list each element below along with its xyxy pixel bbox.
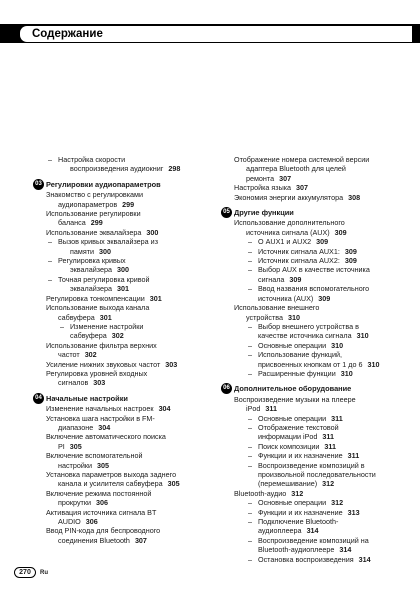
toc-entry[interactable] — [46, 313, 216, 322]
toc-entry[interactable] — [234, 423, 410, 432]
toc-entry-title: Функции и их назначение — [258, 507, 343, 517]
toc-entry[interactable] — [234, 350, 410, 359]
toc-entry[interactable] — [46, 155, 216, 164]
toc-entry-title: Включение вспомогательной — [46, 451, 143, 461]
toc-entry[interactable] — [46, 303, 216, 312]
toc-entry-title: частот — [58, 350, 80, 360]
toc-entry[interactable] — [234, 237, 410, 246]
toc-entry[interactable] — [46, 265, 216, 274]
toc-entry-page: 314 — [358, 554, 371, 564]
toc-entry-page: 301 — [116, 284, 129, 294]
section-number-badge: 04 — [33, 393, 44, 404]
toc-entry-title: Усиление нижних звуковых частот — [46, 359, 161, 369]
toc-entry[interactable] — [234, 432, 410, 441]
toc-entry-title: Ввод названия вспомогательного — [258, 284, 370, 294]
dash-marker: – — [248, 246, 252, 256]
toc-entry-page: 298 — [168, 164, 181, 174]
toc-entry-title: Настройка языка — [234, 183, 292, 193]
toc-entry[interactable] — [46, 442, 216, 451]
toc-entry-page: 309 — [344, 256, 357, 266]
toc-entry-page: 306 — [85, 517, 98, 527]
dash-marker: – — [248, 368, 252, 378]
toc-entry-page: 302 — [84, 350, 97, 360]
toc-entry-title: Регулировка тонкомпенсации — [46, 293, 145, 303]
page-number: 270 — [14, 567, 36, 578]
toc-entry-title: Вызов кривых эквалайзера из — [58, 237, 158, 247]
toc-entry-title: iPod — [246, 404, 261, 414]
toc-entry[interactable] — [46, 451, 216, 460]
toc-entry-title: Источник сигнала AUX1: — [258, 246, 340, 256]
toc-entry-title: качестве источника сигнала — [258, 331, 352, 341]
toc-entry-page: 306 — [96, 498, 108, 508]
toc-entry-page: 304 — [98, 422, 111, 432]
toc-entry-title: сигналов — [58, 378, 89, 388]
toc-entry-title: аудиопараметров — [58, 199, 118, 209]
toc-entry-title: сабвуфера — [58, 312, 95, 322]
toc-entry-title: Воспроизведение музыки на плеере — [234, 394, 356, 404]
toc-entry[interactable] — [234, 247, 410, 256]
toc-entry-page: 309 — [316, 237, 329, 247]
toc-entry-title: Bluetooth-аудиоплеере — [258, 545, 335, 555]
toc-entry[interactable] — [234, 517, 410, 526]
toc-entry[interactable] — [234, 341, 410, 350]
dash-marker: – — [248, 340, 252, 350]
toc-entry[interactable] — [234, 404, 410, 413]
toc-entry[interactable] — [234, 193, 410, 202]
section-heading[interactable] — [223, 384, 410, 394]
toc-entry-title: Использование выхода канала — [46, 303, 150, 313]
dash-marker: – — [248, 350, 252, 360]
toc-entry-title: Использование фильтра верхних — [46, 340, 157, 350]
toc-entry-title: настройки — [58, 460, 93, 470]
toc-entry-title: устройства — [246, 312, 284, 322]
toc-entry[interactable] — [234, 395, 410, 404]
section-number-badge: 06 — [221, 383, 232, 394]
toc-entry-page: 312 — [291, 488, 304, 498]
toc-entry-title: Включение автоматического поиска — [46, 432, 166, 442]
toc-entry-title: PI — [58, 441, 65, 451]
toc-entry-title: Ввод PIN-кода для беспроводного — [46, 526, 161, 536]
section-title: Другие функции — [234, 208, 294, 218]
toc-entry-title: Поиск композиции — [258, 441, 320, 451]
language-code: Ru — [40, 570, 48, 576]
toc-entry[interactable] — [46, 369, 216, 378]
toc-entry[interactable] — [234, 555, 410, 564]
toc-entry[interactable] — [46, 423, 216, 432]
toc-entry[interactable] — [234, 155, 410, 164]
toc-entry-title: (перемешивание) — [258, 479, 318, 489]
toc-entry-title: Экономия энергии аккумулятора — [234, 192, 344, 202]
dash-marker: – — [248, 451, 252, 461]
toc-entry-title: AUDIO — [58, 517, 81, 527]
toc-entry-page: 311 — [324, 441, 336, 451]
toc-entry-title: Выбор внешнего устройства в — [258, 321, 359, 331]
toc-entry-title: Источник сигнала AUX2: — [258, 256, 340, 266]
toc-entry-title: информации iPod — [258, 432, 318, 442]
toc-entry-page: 310 — [331, 340, 344, 350]
dash-marker: – — [248, 507, 252, 517]
dash-marker: – — [48, 155, 52, 164]
toc-entry-page: 310 — [367, 359, 380, 369]
toc-entry-page: 299 — [122, 199, 135, 209]
section-heading[interactable] — [35, 393, 216, 403]
toc-entry[interactable] — [46, 489, 216, 498]
toc-entry-title: прокрутки — [58, 498, 91, 508]
dash-marker: – — [48, 237, 52, 247]
toc-entry-title: Расширенные функции — [258, 368, 336, 378]
toc-entry-title: сабвуфера — [70, 331, 107, 341]
dash-marker: – — [248, 265, 252, 275]
toc-entry[interactable] — [234, 294, 410, 303]
toc-entry[interactable] — [46, 228, 216, 237]
toc-entry-page: 305 — [69, 441, 82, 451]
dash-marker: – — [248, 422, 252, 432]
toc-entry[interactable] — [46, 322, 216, 331]
toc-entry-title: Установка шага настройки в FM- — [46, 413, 155, 423]
toc-entry[interactable] — [234, 451, 410, 460]
toc-entry[interactable] — [234, 470, 410, 479]
toc-entry-page: 309 — [318, 293, 331, 303]
dash-marker: – — [248, 554, 252, 564]
toc-entry[interactable] — [46, 200, 216, 209]
toc-entry[interactable] — [234, 331, 410, 340]
toc-entry-title: присвоенных кнопкам от 1 до 6 — [258, 359, 363, 369]
toc-entry-title: Воспроизведение композиций в — [258, 460, 365, 470]
toc-entry-title: Выбор AUX в качестве источника — [258, 265, 370, 275]
toc-entry-title: эквалайзера — [70, 265, 112, 275]
toc-entry-title: сигнала — [258, 274, 285, 284]
toc-entry-title: источника (AUX) — [258, 293, 314, 303]
toc-entry[interactable] — [234, 526, 410, 535]
toc-entry-page: 314 — [339, 545, 352, 555]
toc-entry[interactable] — [46, 209, 216, 218]
toc-entry[interactable] — [234, 442, 410, 451]
toc-entry-title: Функции и их назначение — [258, 451, 343, 461]
toc-entry-page: 307 — [279, 173, 292, 183]
toc-entry[interactable] — [46, 404, 216, 413]
toc-entry-page: 299 — [90, 218, 103, 228]
toc-entry-page: 312 — [322, 479, 335, 489]
toc-entry[interactable] — [46, 247, 216, 256]
toc-entry-title: Использование дополнительного — [234, 218, 345, 228]
dash-marker: – — [248, 413, 252, 423]
toc-entry-page: 307 — [134, 535, 147, 545]
dash-marker: – — [48, 274, 52, 284]
toc-entry-title: воспроизведения аудиокниг — [70, 164, 164, 174]
toc-entry-title: Установка параметров выхода заднего — [46, 470, 177, 479]
toc-entry-title: Использование регулировки — [46, 209, 141, 219]
toc-entry[interactable] — [46, 414, 216, 423]
toc-entry[interactable] — [234, 479, 410, 488]
toc-entry-page: 303 — [93, 378, 106, 388]
toc-entry-title: эквалайзера — [70, 284, 112, 294]
toc-entry[interactable] — [234, 275, 410, 284]
toc-entry-title: Знакомство с регулировками — [46, 190, 144, 200]
toc-entry-page: 307 — [296, 183, 309, 193]
toc-entry-page: 310 — [288, 312, 301, 322]
toc-entry[interactable] — [46, 536, 216, 545]
toc-entry-title: канала и усилителя сабвуфера — [58, 479, 163, 489]
toc-entry[interactable] — [46, 498, 216, 507]
toc-entry-title: Использование эквалайзера — [46, 227, 142, 237]
toc-entry-title: Активация источника сигнала BT — [46, 507, 157, 517]
toc-entry-page: 305 — [167, 479, 180, 489]
toc-entry[interactable] — [234, 369, 410, 378]
page-title: Содержание — [32, 28, 103, 40]
toc-entry[interactable] — [234, 461, 410, 470]
toc-entry-title: Изменение настройки — [70, 321, 144, 331]
toc-entry-title: соединения Bluetooth — [58, 535, 130, 545]
toc-entry[interactable] — [46, 479, 216, 488]
dash-marker: – — [248, 498, 252, 508]
toc-entry-title: источника сигнала (AUX) — [246, 227, 330, 237]
toc-entry[interactable] — [234, 360, 410, 369]
section-heading[interactable] — [223, 208, 410, 218]
toc-entry-page: 300 — [146, 227, 159, 237]
toc-entry-title: баланса — [58, 218, 86, 228]
toc-entry-title: Воспроизведение композиций на — [258, 535, 369, 545]
toc-entry[interactable] — [234, 228, 410, 237]
toc-entry[interactable] — [46, 284, 216, 293]
dash-marker: – — [248, 237, 252, 247]
toc-entry[interactable] — [46, 190, 216, 199]
toc-right-column — [223, 155, 410, 564]
toc-entry-page: 303 — [165, 359, 178, 369]
toc-entry-page: 304 — [158, 404, 171, 414]
toc-entry[interactable] — [234, 498, 410, 507]
section-number-badge: 03 — [33, 179, 44, 190]
toc-entry[interactable] — [234, 322, 410, 331]
toc-entry-title: Регулировка уровней входных — [46, 368, 148, 378]
dash-marker: – — [248, 517, 252, 527]
section-title: Регулировки аудиопараметров — [46, 179, 161, 189]
toc-entry-page: 311 — [265, 404, 277, 414]
toc-entry-page: 311 — [322, 432, 334, 442]
dash-marker: – — [48, 256, 52, 266]
section-heading[interactable] — [35, 179, 216, 189]
toc-entry[interactable] — [46, 360, 216, 369]
toc-entry[interactable] — [46, 461, 216, 470]
toc-entry-title: Отображение номера системной версии — [234, 155, 370, 164]
toc-entry[interactable] — [234, 303, 410, 312]
toc-entry-page: 302 — [111, 331, 124, 341]
toc-entry-page: 308 — [348, 192, 361, 202]
toc-entry[interactable] — [234, 313, 410, 322]
toc-entry-page: 309 — [344, 246, 357, 256]
toc-entry-page: 309 — [289, 274, 302, 284]
toc-entry-title: Точная регулировка кривой — [58, 274, 150, 284]
toc-entry[interactable] — [46, 218, 216, 227]
toc-entry[interactable] — [46, 164, 216, 173]
section-number-badge: 05 — [221, 207, 232, 218]
toc-entry[interactable] — [46, 275, 216, 284]
toc-entry-page: 311 — [331, 413, 343, 423]
toc-entry-title: Отображение текстовой — [258, 422, 339, 432]
toc-entry-page: 313 — [347, 507, 360, 517]
toc-entry-title: Подключение Bluetooth- — [258, 517, 339, 527]
dash-marker: – — [60, 321, 64, 331]
toc-entry[interactable] — [46, 341, 216, 350]
toc-entry-title: Изменение начальных настроек — [46, 404, 154, 414]
toc-entry-title: аудиоплеера — [258, 526, 302, 536]
dash-marker: – — [248, 535, 252, 545]
toc-entry[interactable] — [234, 183, 410, 192]
dash-marker: – — [248, 256, 252, 266]
toc-entry-title: Использование внешнего — [234, 303, 320, 313]
toc-entry-page: 309 — [334, 227, 347, 237]
dash-marker: – — [248, 460, 252, 470]
toc-entry[interactable] — [234, 284, 410, 293]
dash-marker: – — [248, 321, 252, 331]
toc-entry-title: Включение режима постоянной — [46, 488, 152, 498]
toc-entry-title: диапазоне — [58, 422, 94, 432]
section-title: Дополнительное оборудование — [234, 384, 352, 394]
toc-entry-title: Основные операции — [258, 498, 327, 508]
toc-entry-title: Регулировка кривых — [58, 256, 126, 266]
toc-entry-title: О AUX1 и AUX2 — [258, 237, 312, 247]
toc-entry[interactable] — [46, 517, 216, 526]
section-title: Начальные настройки — [46, 393, 128, 403]
toc-entry-page: 312 — [331, 498, 344, 508]
toc-entry[interactable] — [234, 256, 410, 265]
toc-entry[interactable] — [46, 508, 216, 517]
toc-entry-page: 301 — [149, 293, 162, 303]
toc-entry-page: 311 — [347, 451, 360, 461]
toc-entry[interactable] — [234, 174, 410, 183]
dash-marker: – — [248, 441, 252, 451]
toc-entry-page: 300 — [99, 246, 112, 256]
toc-entry-page: 314 — [306, 526, 319, 536]
toc-entry[interactable] — [46, 470, 216, 479]
toc-entry[interactable] — [234, 218, 410, 227]
toc-entry[interactable] — [234, 536, 410, 545]
toc-entry-page: 305 — [97, 460, 110, 470]
toc-entry[interactable] — [46, 350, 216, 359]
toc-entry-title: памяти — [70, 246, 95, 256]
toc-entry-page: 310 — [340, 368, 353, 378]
toc-entry-title: Bluetooth-аудио — [234, 488, 287, 498]
toc-entry-title: Использование функций, — [258, 350, 343, 360]
toc-entry-title: Основные операции — [258, 413, 327, 423]
toc-left-column — [35, 155, 216, 545]
toc-entry[interactable] — [234, 265, 410, 274]
toc-entry[interactable] — [234, 164, 410, 173]
dash-marker: – — [248, 284, 252, 294]
toc-entry[interactable] — [234, 489, 410, 498]
toc-entry-page: 310 — [356, 331, 369, 341]
toc-entry-title: адаптера Bluetooth для целей — [246, 164, 346, 174]
toc-entry[interactable] — [46, 331, 216, 340]
toc-entry[interactable] — [46, 294, 216, 303]
toc-entry[interactable] — [46, 432, 216, 441]
toc-entry[interactable] — [234, 545, 410, 554]
toc-entry-page: 300 — [116, 265, 129, 275]
toc-entry[interactable] — [46, 526, 216, 535]
toc-entry[interactable] — [46, 237, 216, 246]
toc-entry-title: Настройка скорости — [58, 155, 126, 164]
toc-entry-page: 301 — [99, 312, 112, 322]
toc-entry-title: Основные операции — [258, 340, 327, 350]
toc-entry[interactable] — [46, 256, 216, 265]
toc-entry-title: произвольной последовательности — [258, 470, 376, 479]
toc-entry-title: ремонта — [246, 173, 275, 183]
toc-entry-title: Остановка воспроизведения — [258, 554, 354, 564]
toc-entry[interactable] — [234, 414, 410, 423]
toc-entry[interactable] — [46, 378, 216, 387]
toc-entry[interactable] — [234, 508, 410, 517]
